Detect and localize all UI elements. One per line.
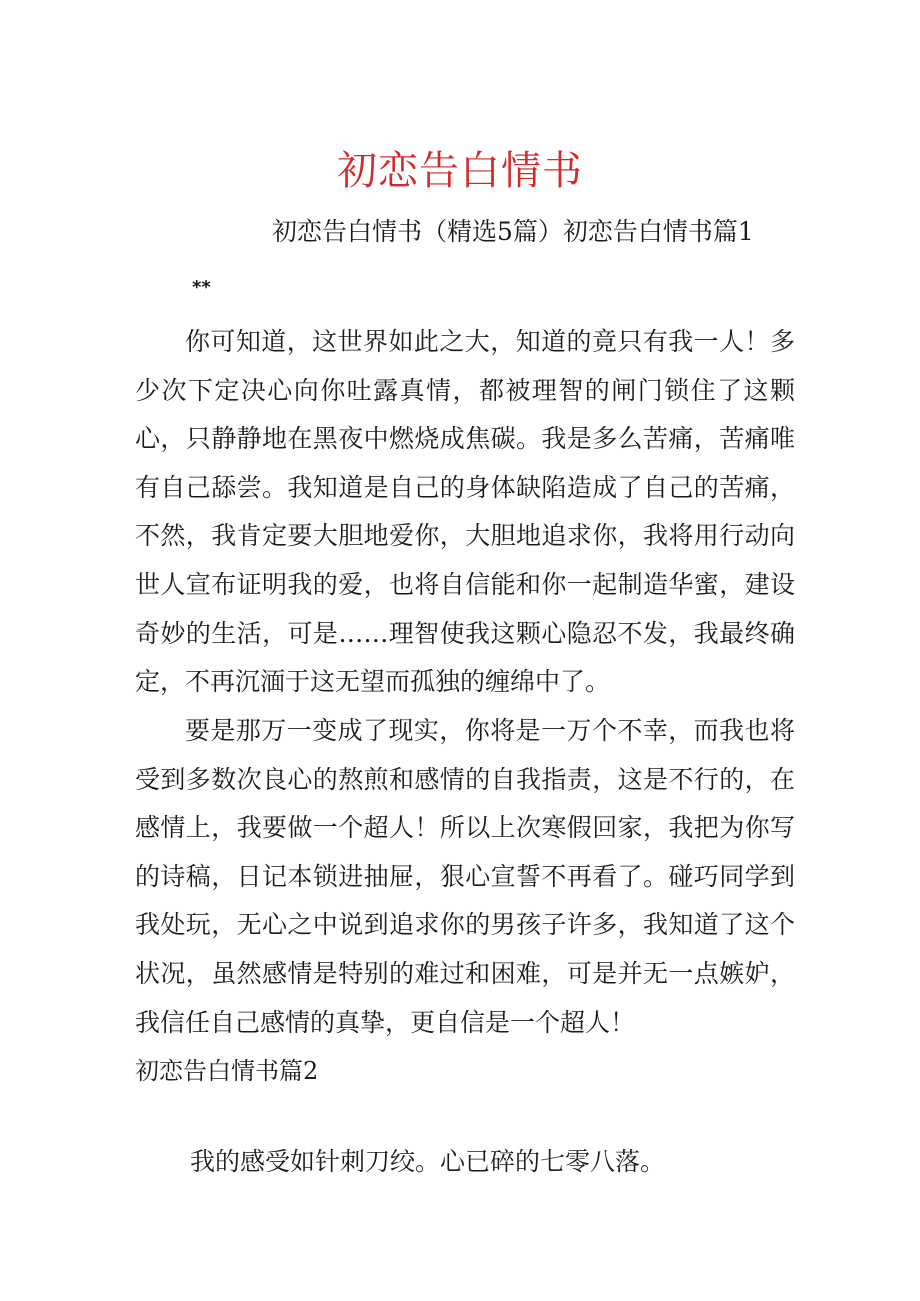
paragraph-1: 你可知道，这世界如此之大，知道的竟只有我一人！多少次下定决心向你吐露真情，都被理智的闸门锁住了这颗心，只静静地在黑夜中燃烧成焦碳。我是多么苦痛，苦痛唯有自己舔尝。我知道是自己的身体缺陷造成了自己的苦痛，不然，我肯定要大胆地爱你，大胆地追求你，我将用行动向世人宣布证明我的爱，也将自信能和你一起制造华蜜，建设奇妙的生活，可是……理智使我这颗心隐忍不发，我最终确定，不再沉湎于这无望而孤独的缠绵中了。: [135, 327, 795, 697]
section-2-heading: 初恋告白情书篇2: [135, 1057, 319, 1085]
section-2-paragraph: 我的感受如针刺刀绞。心已碎的七零八落。: [190, 1147, 666, 1176]
document-subtitle: 初恋告白情书（精选5篇）初恋告白情书篇1: [272, 217, 754, 246]
separator-stars: **: [192, 277, 211, 298]
document-title: 初恋告白情书: [337, 148, 583, 194]
paragraph-2: 要是那万一变成了现实，你将是一万个不幸，而我也将受到多数次良心的熬煎和感情的自我指责，这是不行的，在感情上，我要做一个超人！所以上次寒假回家，我把为你写的诗稿，日记本锁进抽屉，狠心宣誓不再看了。碰巧同学到我处玩，无心之中说到追求你的男孩子许多，我知道了这个状况，虽然感情是特别的难过和困难，可是并无一点嫉妒，我信任自己感情的真挚，更自信是一个超人！: [135, 716, 795, 1037]
